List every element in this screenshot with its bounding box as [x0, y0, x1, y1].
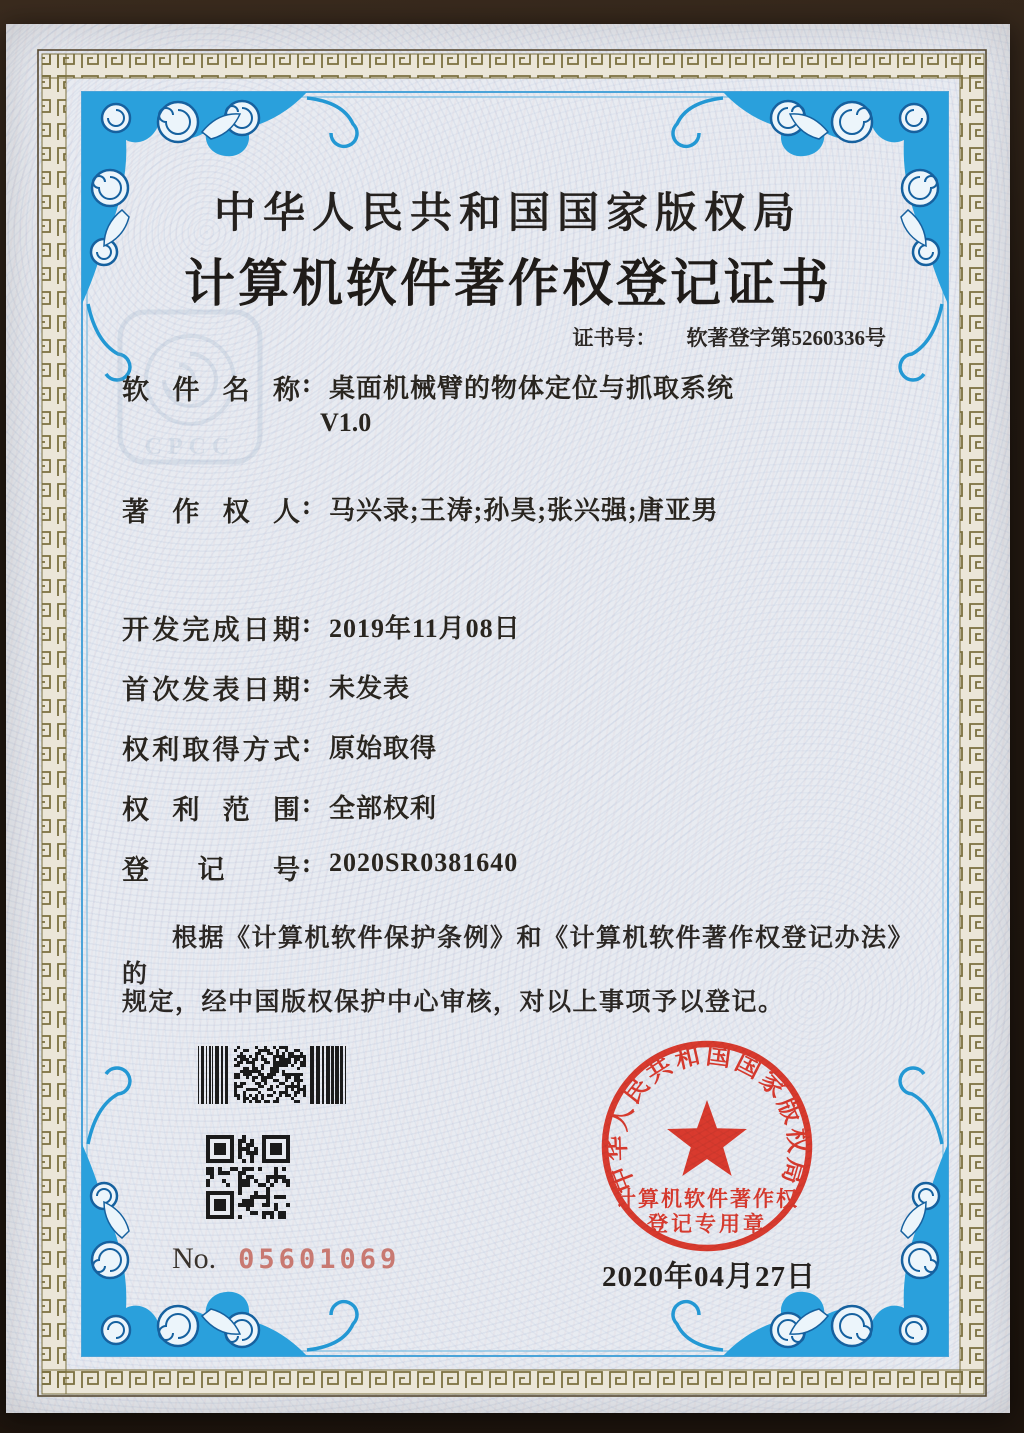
- field-colon: :: [302, 608, 311, 638]
- field-label: 著作权人: [122, 497, 300, 527]
- official-seal: [597, 1034, 817, 1264]
- certificate-number-line: [573, 322, 887, 352]
- seal-text-line2: 登记专用章: [647, 1212, 767, 1236]
- field-colon: :: [302, 848, 311, 878]
- certificate-paper: [6, 24, 1010, 1413]
- statement-line2: 规定，经中国版权保护中心审核，对以上事项予以登记。: [122, 989, 785, 1016]
- field-value: 马兴录;王涛;孙昊;张兴强;唐亚男: [329, 496, 719, 525]
- field-label: 权利范围: [122, 795, 300, 825]
- field-colon: :: [302, 728, 311, 758]
- serial-number-value: 05601069: [238, 1244, 401, 1275]
- qr-code: [206, 1135, 290, 1219]
- field-row-dev-complete-date: [122, 608, 521, 647]
- field-colon: :: [302, 368, 311, 398]
- field-row-rights-scope: [122, 788, 437, 827]
- field-value: 桌面机械臂的物体定位与抓取系统: [329, 374, 735, 403]
- field-row-registration-number: [122, 848, 518, 887]
- field-row-copyright-owner: [122, 490, 719, 529]
- field-row-first-publish-date: [122, 668, 410, 707]
- field-value: 2019年11月08日: [329, 614, 521, 643]
- certificate-number-value: 软著登字第5260336号: [686, 326, 886, 350]
- cpcc-watermark-text: CPCC: [144, 434, 236, 460]
- field-value: 未发表: [329, 674, 411, 703]
- field-row-software-name: [122, 368, 734, 407]
- seal-star: [667, 1100, 747, 1176]
- issue-date: 2020年04月27日: [601, 1261, 816, 1293]
- field-label: 登记号: [122, 855, 300, 885]
- field-colon: :: [302, 668, 311, 698]
- serial-number-line: [172, 1242, 400, 1276]
- field-colon: :: [302, 490, 311, 520]
- field-row-rights-acquisition: [122, 728, 437, 767]
- seal-text-line1: 计算机软件著作权: [615, 1187, 799, 1211]
- field-label: 首次发表日期: [122, 675, 300, 705]
- seal-ring-text: 中华人民共和国国家版权局: [603, 1042, 811, 1196]
- field-value: 全部权利: [329, 794, 438, 823]
- field-label: 软件名称: [122, 375, 300, 405]
- certificate-number-label: 证书号：: [572, 326, 657, 350]
- field-colon: :: [302, 788, 311, 818]
- field-label: 开发完成日期: [122, 615, 300, 645]
- statement-line1: 根据《计算机软件保护条例》和《计算机软件著作权登记办法》的: [122, 925, 902, 988]
- authority-title: 中华人民共和国国家版权局: [213, 191, 802, 237]
- barcode: [198, 1046, 346, 1104]
- serial-number-label: No.: [172, 1242, 217, 1275]
- field-value-version: V1.0: [320, 408, 372, 437]
- field-label: 权利取得方式: [122, 735, 300, 765]
- field-value: 2020SR0381640: [329, 848, 519, 877]
- certificate-title: 计算机软件著作权登记证书: [183, 257, 832, 313]
- field-value: 原始取得: [329, 734, 438, 763]
